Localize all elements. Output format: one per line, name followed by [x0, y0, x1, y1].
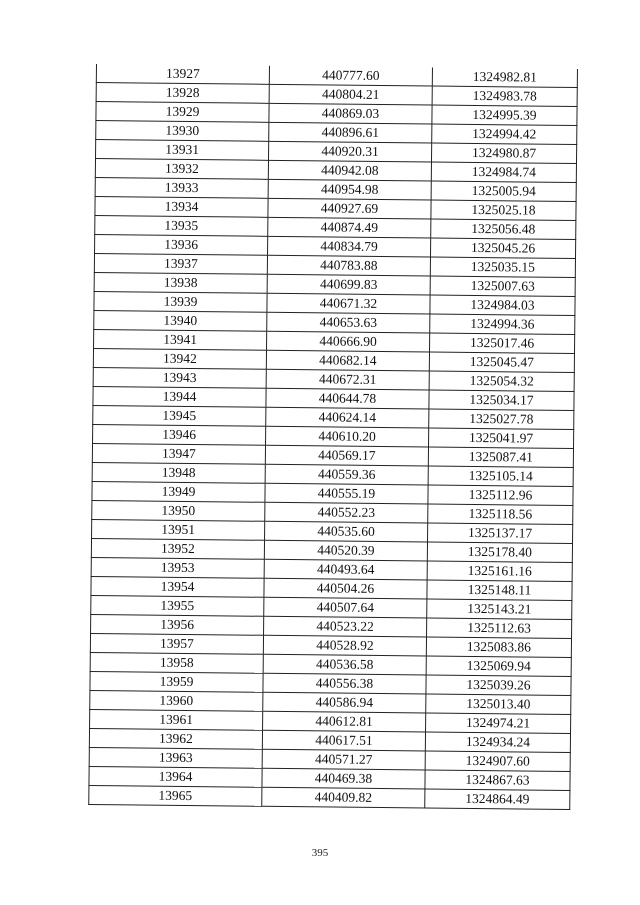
point-id-cell: 13947 — [92, 443, 265, 464]
x-coordinate-cell: 440523.22 — [264, 616, 427, 637]
point-id-cell: 13929 — [96, 102, 269, 123]
y-coordinate-cell: 1324994.42 — [432, 124, 577, 145]
point-id-cell: 13936 — [95, 234, 268, 255]
point-id-cell: 13955 — [91, 595, 264, 616]
x-coordinate-cell: 440556.38 — [263, 673, 426, 694]
point-id-cell: 13946 — [93, 424, 266, 445]
x-coordinate-cell: 440528.92 — [263, 635, 426, 656]
y-coordinate-cell: 1325118.56 — [428, 504, 573, 525]
coordinate-table-body — [89, 64, 578, 809]
y-coordinate-cell: 1325054.32 — [429, 371, 574, 392]
point-id-cell: 13965 — [89, 785, 262, 806]
x-coordinate-cell: 440569.17 — [265, 445, 428, 466]
x-coordinate-cell: 440671.32 — [267, 293, 430, 314]
x-coordinate-cell: 440672.31 — [266, 369, 429, 390]
point-id-cell: 13951 — [92, 519, 265, 540]
point-id-cell: 13962 — [89, 728, 262, 749]
x-coordinate-cell: 440504.26 — [264, 578, 427, 599]
x-coordinate-cell: 440666.90 — [267, 331, 430, 352]
x-coordinate-cell: 440612.81 — [263, 711, 426, 732]
point-id-cell: 13945 — [93, 405, 266, 426]
y-coordinate-cell: 1324864.49 — [425, 789, 570, 810]
y-coordinate-cell: 1325105.14 — [428, 466, 573, 487]
y-coordinate-cell: 1325027.78 — [429, 409, 574, 430]
y-coordinate-cell: 1324980.87 — [431, 143, 576, 164]
y-coordinate-cell: 1325039.26 — [426, 675, 571, 696]
point-id-cell: 13931 — [96, 140, 269, 161]
x-coordinate-cell: 440520.39 — [264, 540, 427, 561]
x-coordinate-cell: 440409.82 — [262, 787, 425, 808]
x-coordinate-cell: 440920.31 — [269, 141, 432, 162]
page-number: 395 — [311, 847, 329, 859]
point-id-cell: 13927 — [96, 64, 269, 84]
y-coordinate-cell: 1324984.74 — [431, 162, 576, 183]
x-coordinate-cell: 440555.19 — [265, 483, 428, 504]
y-coordinate-cell: 1325045.26 — [430, 238, 575, 259]
point-id-cell: 13934 — [95, 196, 268, 217]
y-coordinate-cell: 1325083.86 — [426, 637, 571, 658]
y-coordinate-cell: 1324934.24 — [425, 732, 570, 753]
y-coordinate-cell: 1324867.63 — [425, 770, 570, 791]
point-id-cell: 13949 — [92, 481, 265, 502]
y-coordinate-cell: 1325056.48 — [431, 219, 576, 240]
point-id-cell: 13935 — [95, 215, 268, 236]
y-coordinate-cell: 1324983.78 — [432, 86, 577, 107]
y-coordinate-cell: 1325034.17 — [429, 390, 574, 411]
y-coordinate-cell: 1325161.16 — [427, 561, 572, 582]
x-coordinate-cell: 440777.60 — [269, 66, 432, 86]
point-id-cell: 13953 — [91, 557, 264, 578]
y-coordinate-cell: 1325137.17 — [428, 523, 573, 544]
y-coordinate-cell: 1325112.63 — [427, 618, 572, 639]
x-coordinate-cell: 440896.61 — [269, 122, 432, 143]
point-id-cell: 13960 — [90, 690, 263, 711]
y-coordinate-cell: 1325087.41 — [428, 447, 573, 468]
y-coordinate-cell: 1325035.15 — [430, 257, 575, 278]
point-id-cell: 13940 — [94, 310, 267, 331]
point-id-cell: 13952 — [91, 538, 264, 559]
x-coordinate-cell: 440493.64 — [264, 559, 427, 580]
point-id-cell: 13933 — [95, 177, 268, 198]
point-id-cell: 13930 — [96, 121, 269, 142]
point-id-cell: 13948 — [92, 462, 265, 483]
y-coordinate-cell: 1325017.46 — [430, 333, 575, 354]
x-coordinate-cell: 440804.21 — [269, 84, 432, 105]
y-coordinate-cell: 1324974.21 — [426, 713, 571, 734]
point-id-cell: 13939 — [94, 291, 267, 312]
point-id-cell: 13943 — [93, 367, 266, 388]
y-coordinate-cell: 1324982.81 — [432, 68, 577, 88]
x-coordinate-cell: 440617.51 — [262, 730, 425, 751]
point-id-cell: 13963 — [89, 747, 262, 768]
x-coordinate-cell: 440927.69 — [268, 198, 431, 219]
point-id-cell: 13956 — [91, 614, 264, 635]
point-id-cell: 13959 — [90, 671, 263, 692]
point-id-cell: 13944 — [93, 386, 266, 407]
point-id-cell: 13928 — [96, 83, 269, 104]
x-coordinate-cell: 440682.14 — [266, 350, 429, 371]
y-coordinate-cell: 1325041.97 — [429, 428, 574, 449]
x-coordinate-cell: 440869.03 — [269, 103, 432, 124]
x-coordinate-cell: 440942.08 — [268, 160, 431, 181]
y-coordinate-cell: 1325013.40 — [426, 694, 571, 715]
y-coordinate-cell: 1324984.03 — [430, 295, 575, 316]
x-coordinate-cell: 440507.64 — [264, 597, 427, 618]
point-id-cell: 13954 — [91, 576, 264, 597]
x-coordinate-cell: 440586.94 — [263, 692, 426, 713]
point-id-cell: 13932 — [95, 159, 268, 180]
coordinate-table — [88, 64, 578, 810]
x-coordinate-cell: 440834.79 — [268, 236, 431, 257]
y-coordinate-cell: 1325143.21 — [427, 599, 572, 620]
x-coordinate-cell: 440559.36 — [265, 464, 428, 485]
point-id-cell: 13964 — [89, 766, 262, 787]
y-coordinate-cell: 1324994.36 — [430, 314, 575, 335]
x-coordinate-cell: 440699.83 — [267, 274, 430, 295]
point-id-cell: 13942 — [93, 348, 266, 369]
x-coordinate-cell: 440610.20 — [266, 426, 429, 447]
point-id-cell: 13958 — [90, 652, 263, 673]
y-coordinate-cell: 1325148.11 — [427, 580, 572, 601]
x-coordinate-cell: 440571.27 — [262, 749, 425, 770]
point-id-cell: 13937 — [94, 253, 267, 274]
y-coordinate-cell: 1325045.47 — [429, 352, 574, 373]
x-coordinate-cell: 440469.38 — [262, 768, 425, 789]
point-id-cell: 13950 — [92, 500, 265, 521]
x-coordinate-cell: 440653.63 — [267, 312, 430, 333]
x-coordinate-cell: 440536.58 — [263, 654, 426, 675]
x-coordinate-cell: 440783.88 — [267, 255, 430, 276]
y-coordinate-cell: 1325178.40 — [427, 542, 572, 563]
x-coordinate-cell: 440954.98 — [268, 179, 431, 200]
point-id-cell: 13957 — [90, 633, 263, 654]
x-coordinate-cell: 440874.49 — [268, 217, 431, 238]
y-coordinate-cell: 1325025.18 — [431, 200, 576, 221]
point-id-cell: 13941 — [94, 329, 267, 350]
x-coordinate-cell: 440535.60 — [265, 521, 428, 542]
point-id-cell: 13938 — [94, 272, 267, 293]
y-coordinate-cell: 1324995.39 — [432, 105, 577, 126]
y-coordinate-cell: 1324907.60 — [425, 751, 570, 772]
x-coordinate-cell: 440624.14 — [266, 407, 429, 428]
x-coordinate-cell: 440552.23 — [265, 502, 428, 523]
y-coordinate-cell: 1325112.96 — [428, 485, 573, 506]
y-coordinate-cell: 1325007.63 — [430, 276, 575, 297]
x-coordinate-cell: 440644.78 — [266, 388, 429, 409]
point-id-cell: 13961 — [90, 709, 263, 730]
y-coordinate-cell: 1325069.94 — [426, 656, 571, 677]
y-coordinate-cell: 1325005.94 — [431, 181, 576, 202]
